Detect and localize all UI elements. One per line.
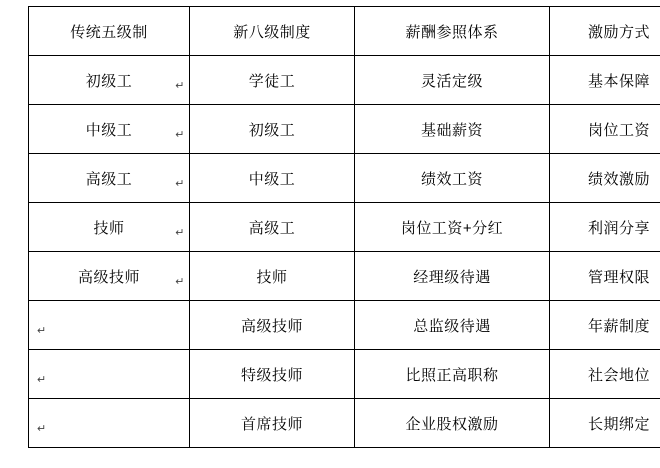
- table-cell: [550, 105, 660, 154]
- cell-label: 特级技师: [241, 364, 303, 385]
- table-cell: [29, 301, 190, 350]
- table-cell: [550, 56, 660, 105]
- cell-label: 高级技师: [78, 266, 140, 287]
- table-cell: [355, 301, 550, 350]
- table-row: [29, 154, 660, 203]
- table-cell: [190, 105, 355, 154]
- cell-label: 高级工: [249, 217, 296, 238]
- table-cell: [190, 56, 355, 105]
- table-cell: [29, 399, 190, 448]
- cell-label: 绩效工资: [421, 168, 483, 189]
- table-cell: [550, 154, 660, 203]
- table-row: [29, 301, 660, 350]
- cell-label: 中级工: [249, 168, 296, 189]
- cell-label: 基础薪资: [421, 119, 483, 140]
- table-cell: [190, 252, 355, 301]
- cell-label: 初级工: [86, 70, 133, 91]
- table-cell: [550, 203, 660, 252]
- cell-label: 新八级制度: [233, 21, 311, 42]
- cell-label: 技师: [256, 266, 287, 287]
- paragraph-mark-icon: ↵: [37, 375, 47, 386]
- table-cell: [29, 154, 190, 203]
- table-cell: [550, 252, 660, 301]
- paragraph-mark-icon: ↵: [175, 81, 185, 92]
- table-cell: [355, 154, 550, 203]
- cell-label: 管理权限: [588, 266, 650, 287]
- cell-label: 高级工: [86, 168, 133, 189]
- cell-label: 岗位工资+分红: [401, 217, 503, 238]
- table-cell: [29, 7, 190, 56]
- table-cell: [355, 350, 550, 399]
- table-cell: [355, 105, 550, 154]
- cell-label: 企业股权激励: [405, 413, 498, 434]
- grade-salary-table: [28, 6, 660, 448]
- table-cell: [190, 203, 355, 252]
- table-cell: [190, 154, 355, 203]
- table-cell: [355, 7, 550, 56]
- cell-label: 总监级待遇: [413, 315, 491, 336]
- table-row: [29, 56, 660, 105]
- cell-label: 中级工: [86, 119, 133, 140]
- paragraph-mark-icon: ↵: [37, 424, 47, 435]
- cell-label: 首席技师: [241, 413, 303, 434]
- table-cell: [29, 203, 190, 252]
- table-cell: [550, 7, 660, 56]
- table-cell: [190, 399, 355, 448]
- cell-label: 比照正高职称: [405, 364, 498, 385]
- cell-label: 年薪制度: [588, 315, 650, 336]
- table-cell: [550, 350, 660, 399]
- paragraph-mark-icon: ↵: [37, 326, 47, 337]
- table-cell: [355, 252, 550, 301]
- table-cell: [550, 301, 660, 350]
- table-cell: [355, 56, 550, 105]
- paragraph-mark-icon: ↵: [175, 277, 185, 288]
- cell-label: 岗位工资: [588, 119, 650, 140]
- table-cell: [29, 105, 190, 154]
- cell-label: 薪酬参照体系: [405, 21, 498, 42]
- cell-label: 初级工: [249, 119, 296, 140]
- table-cell: [29, 56, 190, 105]
- paragraph-mark-icon: ↵: [175, 228, 185, 239]
- cell-label: 基本保障: [588, 70, 650, 91]
- cell-label: 长期绑定: [588, 413, 650, 434]
- table-cell: [29, 252, 190, 301]
- table-cell: [190, 301, 355, 350]
- table-row: [29, 7, 660, 56]
- table-cell: [190, 350, 355, 399]
- cell-label: 社会地位: [588, 364, 650, 385]
- cell-label: 传统五级制: [70, 21, 148, 42]
- table-cell: [190, 7, 355, 56]
- table-cell: [550, 399, 660, 448]
- table-cell: [29, 350, 190, 399]
- table-row: [29, 399, 660, 448]
- paragraph-mark-icon: ↵: [175, 130, 185, 141]
- cell-label: 绩效激励: [588, 168, 650, 189]
- cell-label: 学徒工: [249, 70, 296, 91]
- table-row: [29, 252, 660, 301]
- paragraph-mark-icon: ↵: [175, 179, 185, 190]
- cell-label: 激励方式: [588, 21, 650, 42]
- table-row: [29, 105, 660, 154]
- cell-label: 经理级待遇: [413, 266, 491, 287]
- table-cell: [355, 203, 550, 252]
- table-body: [29, 7, 660, 448]
- cell-label: 高级技师: [241, 315, 303, 336]
- cell-label: 灵活定级: [421, 70, 483, 91]
- table-row: [29, 350, 660, 399]
- table-row: [29, 203, 660, 252]
- cell-label: 利润分享: [588, 217, 650, 238]
- cell-label: 技师: [93, 217, 124, 238]
- table-cell: [355, 399, 550, 448]
